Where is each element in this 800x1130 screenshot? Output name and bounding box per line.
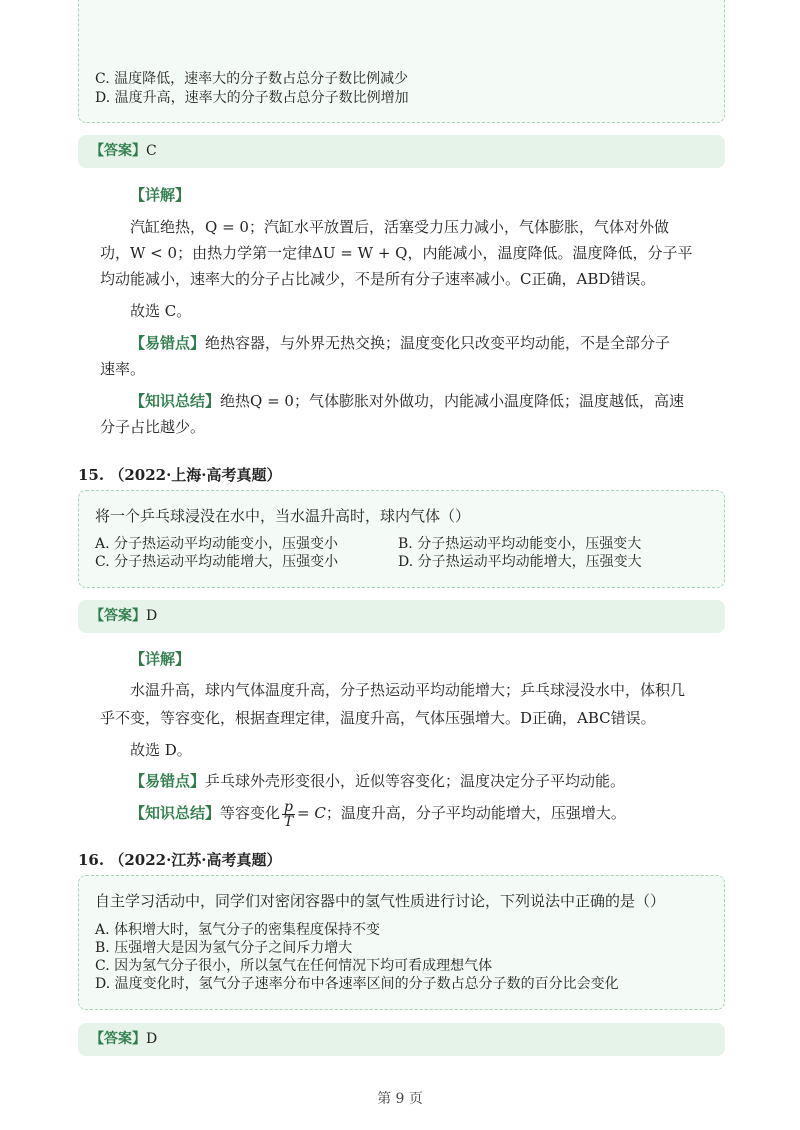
q15-title: 15. （2022·上海·高考真题） bbox=[78, 466, 282, 484]
q16-stem: 自主学习活动中，同学们对密闭容器中的氢气性质进行讨论，下列说法中正确的是（） bbox=[95, 892, 666, 910]
q15-option-d: D. 分子热运动平均动能增大，压强变大 bbox=[398, 554, 642, 570]
q16-option-c: C. 因为氢气分子很小，所以氢气在任何情况下均可看成理想气体 bbox=[95, 958, 493, 974]
fraction-p-over-t: $\frac{p}{T}$ bbox=[283, 798, 294, 830]
answer-label: 【答案】 bbox=[90, 143, 146, 159]
q14-answer-bar bbox=[78, 135, 725, 168]
q14-detail-line-1: 汽缸绝热，Q = 0；汽缸水平放置后，活塞受力压力减小，气体膨胀，气体对外做 bbox=[130, 218, 669, 236]
q14-summary-cont: 分子占比越少。 bbox=[100, 418, 206, 436]
q14-detail-line-2: 功，W < 0；由热力学第一定律ΔU = W + Q，内能减小，温度降低。温度降低，分子平 bbox=[100, 244, 693, 262]
page-number: 第 9 页 bbox=[377, 1091, 423, 1107]
q15-option-c: C. 分子热运动平均动能增大，压强变小 bbox=[95, 554, 339, 570]
q16-option-a: A. 体积增大时，氢气分子的密集程度保持不变 bbox=[95, 922, 381, 938]
q15-stem: 将一个乒乓球浸没在水中，当水温升高时，球内气体（） bbox=[95, 507, 471, 525]
q16-title: 16. （2022·江苏·高考真题） bbox=[78, 851, 282, 869]
q15-detail-line-2: 乎不变，等容变化，根据查理定律，温度升高，气体压强增大。D正确，ABC错误。 bbox=[100, 709, 656, 727]
q14-error-cont: 速率。 bbox=[100, 360, 146, 378]
q15-detail-label: 【详解】 bbox=[130, 650, 191, 668]
q15-detail-line-1: 水温升高，球内气体温度升高，分子热运动平均动能增大；乒乓球浸没水中，体积几 bbox=[130, 681, 686, 699]
q15-option-a: A. 分子热运动平均动能变小，压强变小 bbox=[95, 536, 339, 552]
q14-option-d: D. 温度升高，速率大的分子数占总分子数比例增加 bbox=[95, 90, 409, 106]
q15-choose: 故选 D。 bbox=[130, 741, 192, 759]
answer-label: 【答案】 bbox=[90, 608, 146, 624]
q16-answer-bar bbox=[78, 1023, 725, 1056]
answer-value: C bbox=[146, 143, 157, 159]
q14-option-c: C. 温度降低，速率大的分子数占总分子数比例减少 bbox=[95, 71, 409, 87]
answer-label: 【答案】 bbox=[90, 1031, 146, 1047]
q15-option-b: B. 分子热运动平均动能变小，压强变大 bbox=[398, 536, 642, 552]
answer-value: D bbox=[146, 1031, 158, 1047]
q14-summary: 【知识总结】绝热Q = 0；气体膨胀对外做功，内能减小温度降低；温度越低，高速 bbox=[130, 392, 684, 410]
q15-summary: 【知识总结】等容变化 $\frac{p}{T}$ = C；温度升高，分子平均动能增大，压强增大。 bbox=[130, 798, 626, 830]
q14-choose: 故选 C。 bbox=[130, 302, 192, 320]
q16-option-b: B. 压强增大是因为氢气分子之间斥力增大 bbox=[95, 940, 353, 956]
q14-detail-label: 【详解】 bbox=[130, 186, 191, 204]
q15-answer-bar bbox=[78, 600, 725, 633]
q16-option-d: D. 温度变化时，氢气分子速率分布中各速率区间的分子数占总分子数的百分比会变化 bbox=[95, 976, 619, 992]
q15-error: 【易错点】乒乓球外壳形变很小，近似等容变化；温度决定分子平均动能。 bbox=[130, 772, 626, 790]
q14-detail-line-3: 均动能减小，速率大的分子占比减少，不是所有分子速率减小。C正确，ABD错误。 bbox=[100, 270, 656, 288]
q14-error: 【易错点】绝热容器，与外界无热交换；温度变化只改变平均动能，不是全部分子 bbox=[130, 334, 671, 352]
answer-value: D bbox=[146, 608, 158, 624]
